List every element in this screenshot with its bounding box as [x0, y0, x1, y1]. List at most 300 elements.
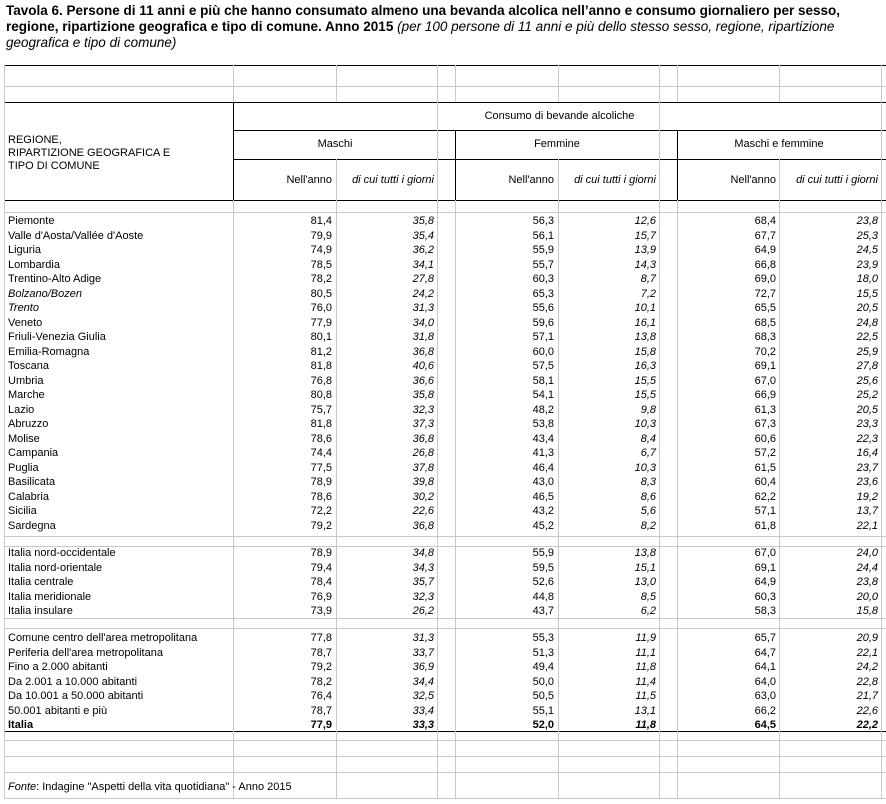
cell-value: 24,0	[856, 547, 878, 559]
cell-value: 20,0	[856, 590, 878, 603]
row-label: Friuli-Venezia Giulia	[8, 331, 106, 343]
cell-value: 26,2	[412, 605, 434, 617]
title-main: Tavola 6. Persone di 11 anni e più che hanno consumato almeno una bevanda alcolica nell’anno e consumo giornaliero per sesso, regione, ripartizione geografica e tipo di comune. Anno 2015	[6, 3, 840, 34]
cell-value: 80,8	[310, 389, 332, 401]
cell-value: 64,7	[754, 646, 776, 659]
table-row	[4, 330, 886, 345]
cell-value: 46,4	[532, 461, 554, 474]
col-line	[677, 65, 678, 102]
cell-value: 60,3	[532, 273, 554, 285]
cell-value: 57,5	[532, 360, 554, 372]
row-label: Sardegna	[8, 519, 56, 532]
group-header: Consumo di bevande alcoliche	[484, 110, 635, 122]
table-row	[4, 301, 886, 316]
col-line	[233, 65, 234, 102]
table-row	[4, 561, 886, 576]
table-row	[4, 631, 886, 646]
cell-value: 6,2	[640, 605, 656, 617]
cell-value: 81,4	[310, 215, 332, 227]
row-label: Veneto	[8, 316, 43, 329]
cell-value: 69,0	[754, 273, 776, 285]
row-label: Italia	[8, 719, 34, 731]
table-row	[4, 704, 886, 719]
cell-value: 35,7	[412, 576, 434, 588]
cell-value: 22,8	[856, 675, 878, 688]
cell-value: 51,3	[532, 646, 554, 659]
row-label: Italia insulare	[8, 605, 73, 617]
table-row	[4, 646, 886, 661]
cell-value: 8,7	[640, 273, 656, 285]
cell-value: 75,7	[310, 403, 332, 416]
cell-value: 55,9	[532, 547, 554, 559]
table-row	[4, 388, 886, 403]
row-label: Molise	[8, 432, 40, 445]
cell-value: 31,8	[412, 331, 434, 343]
cell-value: 60,6	[754, 432, 776, 445]
cell-value: 67,0	[754, 374, 776, 387]
cell-value: 10,3	[634, 418, 656, 430]
cell-value: 55,3	[532, 632, 554, 644]
cell-value: 35,8	[412, 215, 434, 227]
cell-value: 57,1	[532, 331, 554, 343]
cell-value: 43,7	[532, 605, 554, 617]
cell-value: 78,2	[310, 675, 332, 688]
table-row	[4, 316, 886, 331]
cell-value: 68,5	[754, 316, 776, 329]
cell-value: 16,1	[634, 316, 656, 329]
sex-header-totale: Maschi e femmine	[734, 138, 824, 150]
cell-value: 15,8	[634, 345, 656, 358]
cell-value: 15,5	[634, 374, 656, 387]
cell-value: 78,9	[310, 476, 332, 488]
cell-value: 69,1	[754, 561, 776, 574]
rule	[4, 772, 886, 773]
cell-value: 11,9	[635, 632, 656, 644]
cell-value: 24,8	[856, 316, 878, 329]
table-row	[4, 359, 886, 374]
source-text: : Indagine "Aspetti della vita quotidiana" - Anno 2015	[36, 781, 292, 793]
cell-value: 16,3	[634, 360, 656, 372]
cell-value: 27,8	[412, 273, 434, 285]
cell-value: 33,4	[412, 704, 434, 717]
row-label: Lazio	[8, 403, 35, 416]
table-row	[4, 345, 886, 360]
cell-value: 8,5	[640, 590, 656, 603]
cell-value: 15,8	[856, 605, 878, 617]
cell-value: 13,7	[856, 505, 878, 517]
table-row	[4, 243, 886, 258]
cell-value: 13,8	[634, 547, 656, 559]
row-label: Valle d'Aosta/Vallée d'Aoste	[8, 229, 144, 242]
cell-value: 8,3	[640, 476, 656, 488]
cell-value: 79,2	[310, 519, 332, 532]
cell-value: 65,5	[754, 302, 776, 314]
cell-value: 44,8	[532, 590, 554, 603]
table-row	[4, 287, 886, 302]
cell-value: 45,2	[532, 519, 554, 532]
cell-value: 37,3	[412, 418, 434, 430]
col-line	[779, 65, 780, 102]
cell-value: 32,5	[412, 690, 434, 702]
table-row	[4, 689, 886, 704]
cell-value: 70,2	[754, 345, 776, 358]
row-label: 50.001 abitanti e più	[8, 704, 108, 717]
cell-value: 23,8	[856, 215, 878, 227]
rule	[4, 200, 886, 201]
cell-value: 13,9	[634, 244, 656, 256]
cell-value: 21,7	[856, 690, 878, 702]
row-label: Abruzzo	[8, 418, 49, 430]
row-label: Puglia	[8, 461, 39, 474]
cell-value: 25,6	[856, 374, 878, 387]
row-label: Marche	[8, 389, 45, 401]
cell-value: 52,6	[532, 576, 554, 588]
cell-value: 41,3	[532, 447, 554, 459]
cell-value: 8,2	[640, 519, 656, 532]
col-header-year: Nell'anno	[286, 174, 332, 186]
cell-value: 40,6	[412, 360, 434, 372]
row-label: Comune centro dell'area metropolitana	[8, 632, 198, 644]
rule	[4, 740, 886, 741]
cell-value: 65,3	[532, 287, 554, 300]
cell-value: 78,7	[310, 646, 332, 659]
cell-value: 43,0	[532, 476, 554, 488]
col-line	[336, 65, 337, 102]
table-row	[4, 446, 886, 461]
cell-value: 13,8	[634, 331, 656, 343]
col-line	[455, 65, 456, 102]
cell-value: 43,2	[532, 505, 554, 517]
row-label: Da 10.001 a 50.000 abitanti	[8, 690, 144, 702]
cell-value: 35,8	[412, 389, 434, 401]
cell-value: 55,6	[532, 302, 554, 314]
cell-value: 33,7	[412, 646, 434, 659]
cell-value: 23,3	[856, 418, 878, 430]
cell-value: 50,5	[532, 690, 554, 702]
row-label: Trentino-Alto Adige	[8, 273, 102, 285]
cell-value: 79,2	[310, 661, 332, 673]
row-label: Bolzano/Bozen	[8, 287, 82, 300]
cell-value: 32,3	[412, 403, 434, 416]
row-label: Emilia-Romagna	[8, 345, 90, 358]
table-row	[4, 675, 886, 690]
cell-value: 78,6	[310, 432, 332, 445]
rule	[4, 102, 886, 103]
cell-value: 77,9	[310, 316, 332, 329]
cell-value: 60,3	[754, 590, 776, 603]
table-row	[4, 374, 886, 389]
sex-header-maschi: Maschi	[317, 138, 353, 150]
col-line	[558, 65, 559, 102]
cell-value: 11,1	[635, 646, 656, 659]
cell-value: 24,2	[412, 287, 434, 300]
rule	[4, 536, 886, 537]
cell-value: 81,2	[310, 345, 332, 358]
row-label: Italia meridionale	[8, 590, 92, 603]
cell-value: 76,0	[310, 302, 332, 314]
cell-value: 56,1	[532, 229, 554, 242]
source-label: Fonte	[8, 781, 37, 793]
row-label: Periferia dell'area metropolitana	[8, 646, 163, 659]
row-label-header: REGIONE, RIPARTIZIONE GEOGRAFICA E TIPO DI COMUNE	[8, 134, 171, 172]
cell-value: 8,4	[640, 432, 656, 445]
cell-value: 34,3	[412, 561, 434, 574]
rule	[4, 86, 886, 87]
cell-value: 74,9	[310, 244, 332, 256]
cell-value: 22,2	[856, 719, 878, 731]
row-label: Lombardia	[8, 258, 60, 271]
cell-value: 56,3	[532, 215, 554, 227]
cell-value: 65,7	[754, 632, 776, 644]
table-row	[4, 604, 886, 619]
cell-value: 68,4	[754, 215, 776, 227]
cell-value: 80,1	[310, 331, 332, 343]
cell-value: 60,4	[754, 476, 776, 488]
cell-value: 55,9	[532, 244, 554, 256]
rule	[4, 65, 886, 66]
cell-value: 64,1	[754, 661, 776, 673]
cell-value: 61,5	[754, 461, 776, 474]
row-label: Umbria	[8, 374, 44, 387]
sex-header-femmine: Femmine	[534, 138, 580, 150]
cell-value: 5,6	[640, 505, 656, 517]
row-label: Sicilia	[8, 505, 37, 517]
table-row	[4, 258, 886, 273]
cell-value: 36,8	[412, 345, 434, 358]
cell-value: 11,5	[635, 690, 656, 702]
cell-value: 24,5	[856, 244, 878, 256]
cell-value: 81,8	[310, 418, 332, 430]
cell-value: 58,3	[754, 605, 776, 617]
row-label: Trento	[8, 302, 39, 314]
cell-value: 36,8	[412, 519, 434, 532]
cell-value: 59,6	[532, 316, 554, 329]
col-header-daily: di cui tutti i giorni	[796, 174, 878, 186]
table-row	[4, 229, 886, 244]
cell-value: 68,3	[754, 331, 776, 343]
cell-value: 11,8	[635, 661, 656, 673]
cell-value: 69,1	[754, 360, 776, 372]
cell-value: 35,4	[412, 229, 434, 242]
row-label: Italia nord-orientale	[8, 561, 103, 574]
cell-value: 23,9	[856, 258, 878, 271]
cell-value: 62,2	[754, 490, 776, 503]
cell-value: 64,5	[754, 719, 776, 731]
col-header-daily: di cui tutti i giorni	[352, 174, 434, 186]
rule	[233, 130, 886, 131]
row-label: Calabria	[8, 490, 49, 503]
row-label: Italia centrale	[8, 576, 74, 588]
cell-value: 15,5	[634, 389, 656, 401]
cell-value: 53,8	[532, 418, 554, 430]
cell-value: 15,7	[634, 229, 656, 242]
cell-value: 33,3	[412, 719, 434, 731]
cell-value: 6,7	[640, 447, 656, 459]
cell-value: 67,0	[754, 547, 776, 559]
cell-value: 78,6	[310, 490, 332, 503]
cell-value: 78,5	[310, 258, 332, 271]
cell-value: 57,2	[754, 447, 776, 459]
cell-value: 23,7	[856, 461, 878, 474]
cell-value: 20,9	[856, 632, 878, 644]
cell-value: 78,7	[310, 704, 332, 717]
cell-value: 80,5	[310, 287, 332, 300]
cell-value: 34,8	[412, 547, 434, 559]
cell-value: 36,9	[412, 661, 434, 673]
table-row	[4, 272, 886, 287]
rule	[4, 756, 886, 757]
cell-value: 52,0	[532, 719, 554, 731]
cell-value: 76,8	[310, 374, 332, 387]
table-row	[4, 475, 886, 490]
table-row	[4, 718, 886, 733]
table-row	[4, 490, 886, 505]
row-label: Basilicata	[8, 476, 56, 488]
cell-value: 64,9	[754, 244, 776, 256]
cell-value: 20,5	[856, 302, 878, 314]
cell-value: 14,3	[634, 258, 656, 271]
cell-value: 22,1	[856, 646, 878, 659]
cell-value: 13,0	[634, 576, 656, 588]
cell-value: 36,8	[412, 432, 434, 445]
rule	[4, 628, 886, 629]
table-row	[4, 403, 886, 418]
cell-value: 22,6	[856, 704, 878, 717]
cell-value: 48,2	[532, 403, 554, 416]
cell-value: 60,0	[532, 345, 554, 358]
cell-value: 34,4	[412, 675, 434, 688]
cell-value: 7,2	[640, 287, 656, 300]
cell-value: 22,3	[856, 432, 878, 445]
cell-value: 78,9	[310, 547, 332, 559]
cell-value: 59,5	[532, 561, 554, 574]
cell-value: 36,2	[412, 244, 434, 256]
cell-value: 10,3	[634, 461, 656, 474]
cell-value: 22,1	[856, 519, 878, 532]
cell-value: 73,9	[310, 605, 332, 617]
cell-value: 8,6	[640, 490, 656, 503]
row-label: Da 2.001 a 10.000 abitanti	[8, 675, 138, 688]
row-label: Fino a 2.000 abitanti	[8, 661, 108, 673]
title-note: (per 100 persone di 11 anni e più dello stesso sesso, regione, ripartizione geografica e tipo di comune)	[6, 19, 835, 50]
cell-value: 57,1	[754, 505, 776, 517]
cell-value: 16,4	[856, 447, 878, 459]
cell-value: 39,8	[412, 476, 434, 488]
table-row	[4, 504, 886, 519]
cell-value: 23,8	[856, 576, 878, 588]
row-label: Campania	[8, 447, 59, 459]
cell-value: 15,5	[856, 287, 878, 300]
cell-value: 66,2	[754, 704, 776, 717]
cell-value: 66,9	[754, 389, 776, 401]
cell-value: 34,1	[412, 258, 434, 271]
table-row	[4, 660, 886, 675]
cell-value: 76,4	[310, 690, 332, 702]
cell-value: 34,0	[412, 316, 434, 329]
table-row	[4, 432, 886, 447]
table-row	[4, 519, 886, 534]
rule	[4, 798, 886, 799]
cell-value: 72,7	[754, 287, 776, 300]
cell-value: 30,2	[412, 490, 434, 503]
rule	[4, 212, 886, 213]
cell-value: 81,8	[310, 360, 332, 372]
cell-value: 74,4	[310, 447, 332, 459]
cell-value: 61,3	[754, 403, 776, 416]
cell-value: 32,3	[412, 590, 434, 603]
rule	[233, 159, 886, 160]
cell-value: 24,2	[856, 661, 878, 673]
cell-value: 79,9	[310, 229, 332, 242]
cell-value: 64,9	[754, 576, 776, 588]
cell-value: 10,1	[634, 302, 656, 314]
cell-value: 49,4	[532, 661, 554, 673]
cell-value: 11,8	[635, 719, 656, 731]
row-label: Toscana	[8, 360, 49, 372]
cell-value: 25,3	[856, 229, 878, 242]
cell-value: 9,8	[640, 403, 656, 416]
cell-value: 78,4	[310, 576, 332, 588]
cell-value: 67,7	[754, 229, 776, 242]
cell-value: 23,6	[856, 476, 878, 488]
col-header-daily: di cui tutti i giorni	[574, 174, 656, 186]
cell-value: 55,7	[532, 258, 554, 271]
cell-value: 13,1	[634, 704, 656, 717]
cell-value: 50,0	[532, 675, 554, 688]
cell-value: 64,0	[754, 675, 776, 688]
row-label: Liguria	[8, 244, 42, 256]
cell-value: 22,5	[856, 331, 878, 343]
cell-value: 46,5	[532, 490, 554, 503]
cell-value: 37,8	[412, 461, 434, 474]
cell-value: 58,1	[532, 374, 554, 387]
col-header-year: Nell'anno	[508, 174, 554, 186]
cell-value: 72,2	[310, 505, 332, 517]
cell-value: 63,0	[754, 690, 776, 702]
cell-value: 25,2	[856, 389, 878, 401]
cell-value: 18,0	[856, 273, 878, 285]
col-header-year: Nell'anno	[730, 174, 776, 186]
cell-value: 36,6	[412, 374, 434, 387]
table-row	[4, 590, 886, 605]
table-row	[4, 417, 886, 432]
row-label: Italia nord-occidentale	[8, 547, 116, 559]
cell-value: 55,1	[532, 704, 554, 717]
cell-value: 78,2	[310, 273, 332, 285]
cell-value: 15,1	[634, 561, 656, 574]
cell-value: 31,3	[412, 632, 434, 644]
row-label: Piemonte	[8, 215, 55, 227]
table-row	[4, 461, 886, 476]
cell-value: 77,9	[310, 719, 332, 731]
source-note	[8, 781, 292, 793]
cell-value: 25,9	[856, 345, 878, 358]
cell-value: 77,8	[310, 632, 332, 644]
cell-value: 76,9	[310, 590, 332, 603]
cell-value: 11,4	[635, 675, 656, 688]
cell-value: 54,1	[532, 389, 554, 401]
table-row	[4, 575, 886, 590]
cell-value: 26,8	[412, 447, 434, 459]
table-row	[4, 546, 886, 561]
cell-value: 12,6	[634, 215, 656, 227]
table-row	[4, 214, 886, 229]
cell-value: 77,5	[310, 461, 332, 474]
cell-value: 27,8	[856, 360, 878, 372]
cell-value: 22,6	[412, 505, 434, 517]
cell-value: 24,4	[856, 561, 878, 574]
cell-value: 61,8	[754, 519, 776, 532]
